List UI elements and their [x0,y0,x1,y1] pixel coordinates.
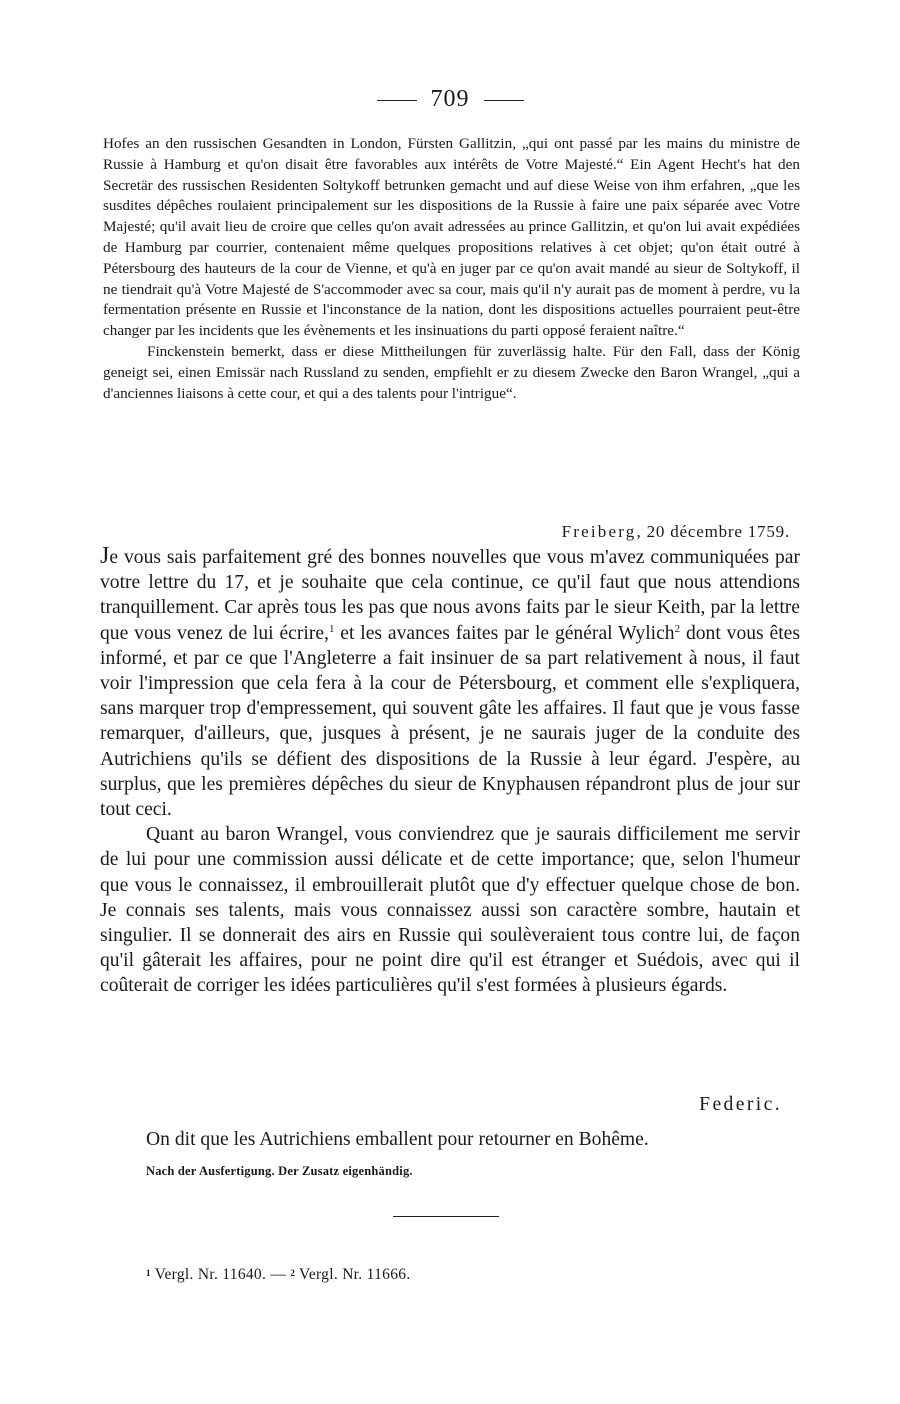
header-dash-left [377,100,417,101]
dateline: Freiberg, 20 décembre 1759. [561,522,790,541]
footnote-1-mark: 1 [146,1268,151,1278]
letter-initial: J [100,543,110,569]
letter-paragraph-1-part-2: et les avances faites par le général Wylich [334,622,675,644]
summary-paragraph-2: Finckenstein bemerkt, dass er diese Mittheilungen für zuverlässig halte. Für den Fall, dass der König geneigt sei, einen Emissär nach Russland zu senden, empfiehlt er zu diesem Zwecke den Baron Wrangel, „qui a d'anciennes liaisons à cette cour, et qui a des talents pour l'intrigue“. [103,342,800,402]
signature: Federic. [699,1094,782,1115]
footnotes [146,1266,411,1284]
postscript: On dit que les Autrichiens emballent pour retourner en Bohême. [146,1129,649,1150]
footnote-2-text: Vergl. Nr. 11666. [299,1266,411,1283]
footnote-ref-2[interactable]: 2 [674,622,681,635]
footnote-divider [393,1216,499,1217]
letter-paragraph-1-part-3: dont vous êtes informé, et par ce que l'Angleterre a fait insinuer de sa part relativement à nous, il faut voir l'impression que cela fera à la cour de Pétersbourg, et comment elle s'expliquera, sans marquer trop d'empressement, qui souvent gâte les affaires. Il faut que je vous fasse remarquer, d'ailleurs, que, jusques à présent, je ne saurais juger de la conduite des Autrichiens qu'ils se défient des dispositions de la Russie à leur égard. J'espère, au surplus, que les premières dépêches du sieur de Knyphausen répandront plus de jour sur tout ceci. [100,622,800,821]
letter-paragraph-1 [100,544,800,822]
source-note: Nach der Ausfertigung. Der Zusatz eigenhändig. [146,1164,413,1178]
dateline-place: Freiberg [561,522,637,541]
summary-paragraph-1: Hofes an den russischen Gesandten in London, Fürsten Gallitzin, „qui ont passé par les mains du ministre de Russie à Hamburg et qu'on disait être favorables aux intérêts de Votre Majesté.“ Ein Agent Hecht's hat den Secretär des russischen Residenten Soltykoff betrunken gemacht und auf diese Weise von ihm erfahren, „que les susdites dépêches roulaient principalement sur les dispositions de la Russie à faire une paix séparée avec Votre Majesté; qu'il avait lieu de croire que celles qu'on avait adressées au prince Gallitzin, et qu'on lui avait expédiées de Hamburg par courrier, contenaient même quelques propositions relatives à cet objet; qu'on était outré à Pétersbourg des hauteurs de la cour de Vienne, et qu'à en juger par ce qu'on avait mandé au sieur de Soltykoff, il ne tiendrait qu'à Votre Majesté de S'accommoder avec sa cour, mais qu'il n'y aurait pas de moment à perdre, vu la fermentation présente en Russie et l'inconstance de la nation, dont les dispositions actuelles pourraient peut-être changer par les incidents que les évènements et les insinuations du parti opposé feraient naître.“ [103,135,800,340]
footnote-2-mark: 2 [290,1268,296,1278]
footnote-ref-1[interactable]: 1 [328,622,335,635]
dateline-date: 20 décembre 1759. [646,522,790,541]
page-number: 709 [430,86,470,112]
header-dash-right [484,100,524,101]
letter-paragraph-1-part-1: e vous sais parfaitement gré des bonnes nouvelles que vous m'avez communiquées par votre lettre du 17, et je souhaite que cela continue, ce qu'il faut que nous attendions tranquillement. Car après tous les pas que nous avons faits par le sieur Keith, par la lettre que vous venez de lui écrire, [100,547,800,644]
page-header [0,86,900,113]
footnote-1-text: Vergl. Nr. 11640. — [154,1266,287,1283]
letter-body [100,544,800,999]
summary-block [103,134,800,404]
letter-paragraph-2: Quant au baron Wrangel, vous conviendrez que je saurais difficilement me servir de lui pour une commission aussi délicate et de cette importance; que, selon l'humeur que vous le connaissez, il embrouillerait plutôt que d'y effectuer quelque chose de bon. Je connais ses talents, mais vous connaissez aussi son caractère sombre, hautain et singulier. Il se donnerait des airs en Russie qui soulèveraient tous contre lui, de façon qu'il gâterait les affaires, pour ne point dire qu'il est étranger et Suédois, avec qui il coûterait de corriger les idées particulières qu'il s'est formées à plusieurs égards. [100,824,800,997]
